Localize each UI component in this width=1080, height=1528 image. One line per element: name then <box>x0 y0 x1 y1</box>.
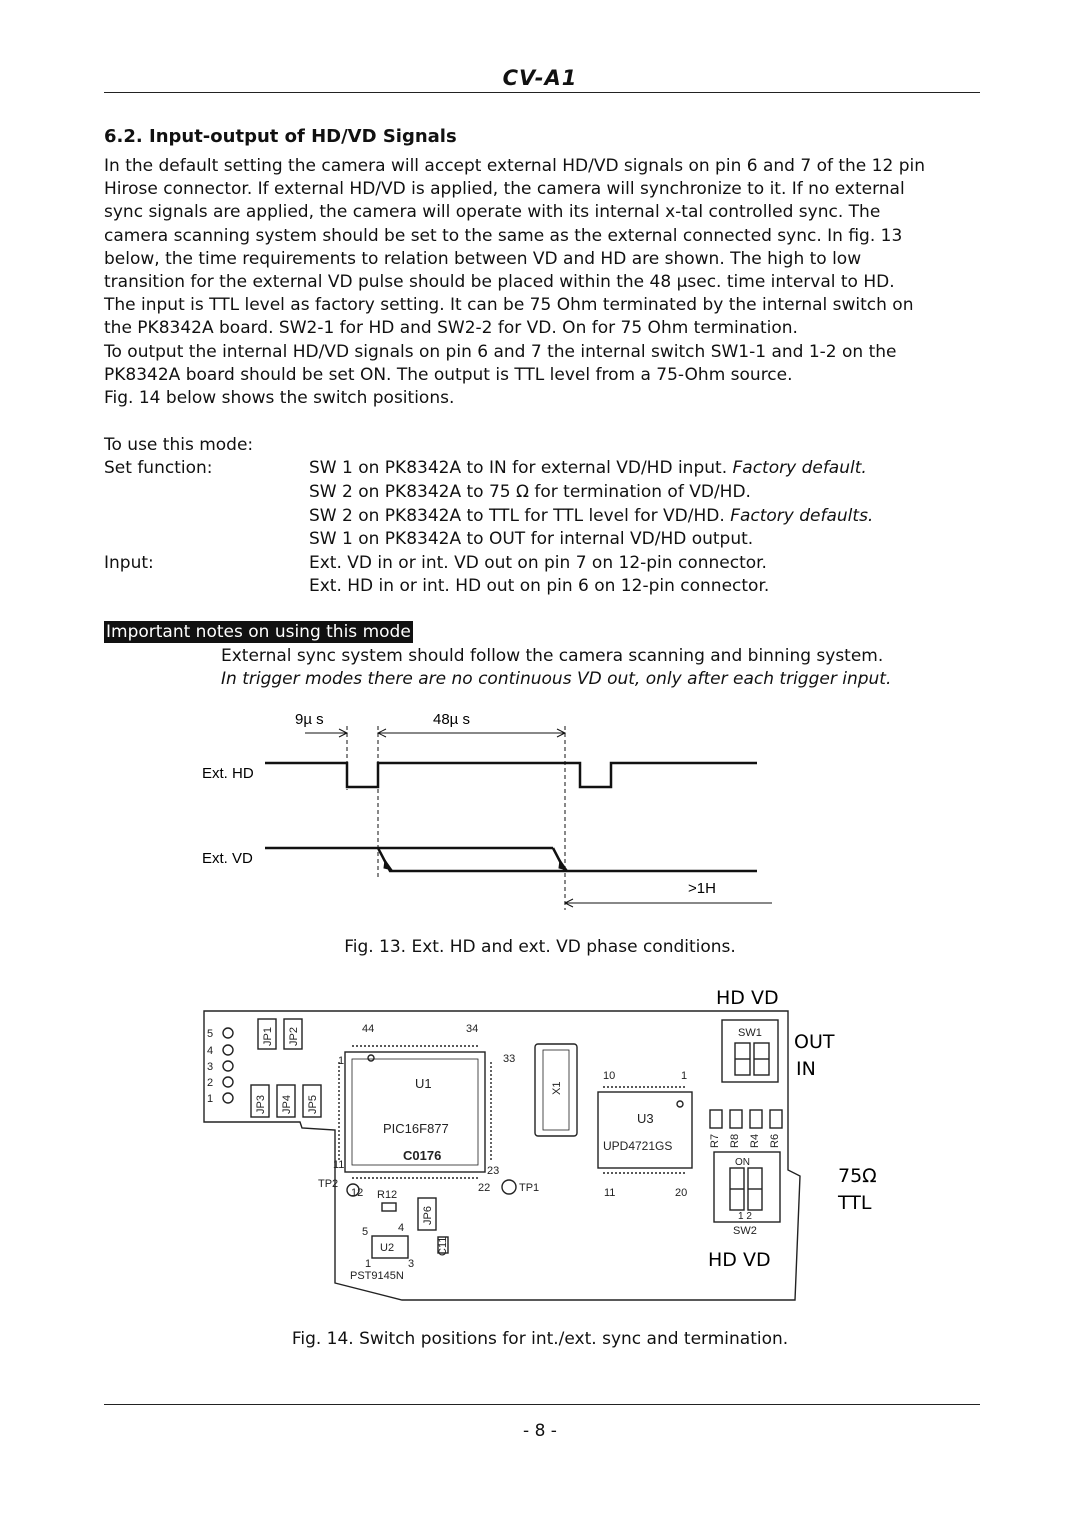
note-line-2: In trigger modes there are no continuous VD out, only after each trigger input. <box>221 669 892 689</box>
svg-text:3: 3 <box>408 1258 415 1270</box>
svg-text:5: 5 <box>362 1226 369 1238</box>
section-body: In the default setting the camera will accept external HD/VD signals on pin 6 and 7 of the 12 pin Hirose connector. If external HD/VD is applied, the camera will synchronize to it. If no external sync signals are applied, the camera will operate with its internal x-tal controlled sync. The camera scanning system should be set to the same as the external connected sync. In fig. 13 below, the time requirements to relation between VD and HD are shown. The high to low transition for the external VD pulse should be placed within the 48 µsec. time interval to HD. The input is TTL level as factory setting. It can be 75 Ohm terminated by the internal switch on the PK8342A board. SW2-1 for HD and SW2-2 for VD. On for 75 Ohm termination. To output the internal HD/VD signals on pin 6 and 7 the internal switch SW1-1 and 1-2 on the PK8342A board should be set ON. The output is TTL level from a 75-Ohm source. Fig. 14 below shows the switch positions. <box>104 156 925 409</box>
svg-text:5: 5 <box>207 1028 214 1040</box>
footer-rule <box>104 1404 980 1405</box>
svg-text:4: 4 <box>398 1222 405 1234</box>
svg-text:R8: R8 <box>729 1133 741 1148</box>
svg-text:22: 22 <box>478 1182 491 1194</box>
svg-text:2: 2 <box>207 1077 214 1089</box>
timing-diagram <box>0 700 1080 915</box>
svg-text:SW2: SW2 <box>733 1225 757 1237</box>
vd-waveform <box>265 848 757 871</box>
resistor-r8 <box>730 1110 742 1128</box>
resistor-r6 <box>770 1110 782 1128</box>
pin-hole <box>223 1045 233 1055</box>
chip-u3 <box>598 1092 692 1168</box>
svg-text:PST9145N: PST9145N <box>350 1270 404 1282</box>
set-line: SW 1 on PK8342A to IN for external VD/HD input. Factory default. <box>309 458 867 478</box>
svg-text:12: 12 <box>351 1187 364 1199</box>
svg-text:JP4: JP4 <box>281 1095 293 1114</box>
svg-text:1 2: 1 2 <box>738 1211 752 1222</box>
svg-text:23: 23 <box>487 1165 500 1177</box>
input-line: Ext. VD in or int. VD out on pin 7 on 12-pin connector. <box>309 553 767 573</box>
svg-text:X1: X1 <box>551 1081 563 1095</box>
svg-text:R7: R7 <box>709 1133 721 1148</box>
label-ext-vd: Ext. VD <box>202 850 253 867</box>
pin-hole <box>223 1093 233 1103</box>
svg-text:20: 20 <box>675 1187 688 1199</box>
svg-text:1: 1 <box>681 1070 688 1082</box>
svg-text:ON: ON <box>735 1157 750 1168</box>
pin-hole <box>223 1028 233 1038</box>
svg-text:SW1: SW1 <box>738 1027 762 1039</box>
header-rule <box>104 92 980 93</box>
fig13-caption: Fig. 13. Ext. HD and ext. VD phase conditions. <box>344 937 736 957</box>
svg-text:JP1: JP1 <box>262 1027 274 1046</box>
important-notes-label: Important notes on using this mode <box>106 622 411 642</box>
set-line: SW 2 on PK8342A to TTL for TTL level for VD/HD. Factory defaults. <box>309 506 874 526</box>
svg-text:R6: R6 <box>769 1133 781 1148</box>
svg-text:JP3: JP3 <box>255 1095 267 1114</box>
svg-text:4: 4 <box>207 1045 214 1057</box>
svg-text:U1: U1 <box>415 1076 432 1091</box>
resistor-r12 <box>382 1203 396 1211</box>
input-line: Ext. HD in or int. HD out on pin 6 on 12-pin connector. <box>309 576 770 596</box>
test-point-tp1 <box>502 1180 516 1194</box>
fig14-caption: Fig. 14. Switch positions for int./ext. sync and termination. <box>291 1329 789 1349</box>
set-function-label: Set function: <box>104 458 213 478</box>
svg-text:33: 33 <box>503 1053 516 1065</box>
board-diagram <box>0 980 1080 1310</box>
svg-text:JP6: JP6 <box>422 1206 434 1225</box>
svg-text:44: 44 <box>362 1023 375 1035</box>
label-in: IN <box>796 1058 816 1080</box>
resistor-r7 <box>710 1110 722 1128</box>
svg-text:R12: R12 <box>377 1189 398 1201</box>
label-9us: 9µ s <box>295 711 324 728</box>
svg-text:34: 34 <box>466 1023 479 1035</box>
use-mode-label: To use this mode: <box>104 435 254 455</box>
svg-text:TP2: TP2 <box>318 1178 339 1190</box>
pin-hole <box>223 1061 233 1071</box>
input-label: Input: <box>104 553 154 573</box>
svg-text:1: 1 <box>207 1093 214 1105</box>
document-header-title: CV-A1 <box>502 66 578 90</box>
svg-text:U2: U2 <box>380 1242 395 1254</box>
svg-text:10: 10 <box>603 1070 616 1082</box>
svg-text:TP1: TP1 <box>519 1182 540 1194</box>
svg-text:C0176: C0176 <box>403 1148 442 1163</box>
label-75-ohm: 75Ω <box>838 1165 877 1187</box>
label-ttl: TTL <box>838 1192 872 1214</box>
svg-text:R4: R4 <box>749 1133 761 1148</box>
page-number: - 8 - <box>523 1421 557 1441</box>
label-hd-vd-top: HD VD <box>716 987 779 1009</box>
label-out: OUT <box>794 1031 835 1053</box>
section-title: 6.2. Input-output of HD/VD Signals <box>104 126 457 147</box>
svg-text:11: 11 <box>604 1187 616 1199</box>
pin-hole <box>223 1077 233 1087</box>
svg-text:11: 11 <box>333 1159 345 1171</box>
svg-text:3: 3 <box>207 1061 214 1073</box>
svg-text:1: 1 <box>365 1258 372 1270</box>
svg-text:JP5: JP5 <box>307 1095 319 1114</box>
hd-waveform <box>265 763 757 787</box>
note-line-1: External sync system should follow the camera scanning and binning system. <box>221 646 884 666</box>
resistor-r4 <box>750 1110 762 1128</box>
svg-text:1: 1 <box>338 1055 345 1067</box>
label-ext-hd: Ext. HD <box>202 765 254 782</box>
svg-text:UPD4721GS: UPD4721GS <box>603 1139 673 1153</box>
svg-text:C11: C11 <box>437 1236 449 1256</box>
svg-text:JP2: JP2 <box>288 1027 300 1046</box>
set-line: SW 2 on PK8342A to 75 Ω for termination of VD/HD. <box>309 482 751 502</box>
set-line: SW 1 on PK8342A to OUT for internal VD/HD output. <box>309 529 754 549</box>
label-1h: >1H <box>688 880 716 897</box>
label-hd-vd-bottom: HD VD <box>708 1249 771 1271</box>
svg-text:PIC16F877: PIC16F877 <box>383 1121 449 1136</box>
svg-text:U3: U3 <box>637 1111 654 1126</box>
label-48us: 48µ s <box>433 711 470 728</box>
